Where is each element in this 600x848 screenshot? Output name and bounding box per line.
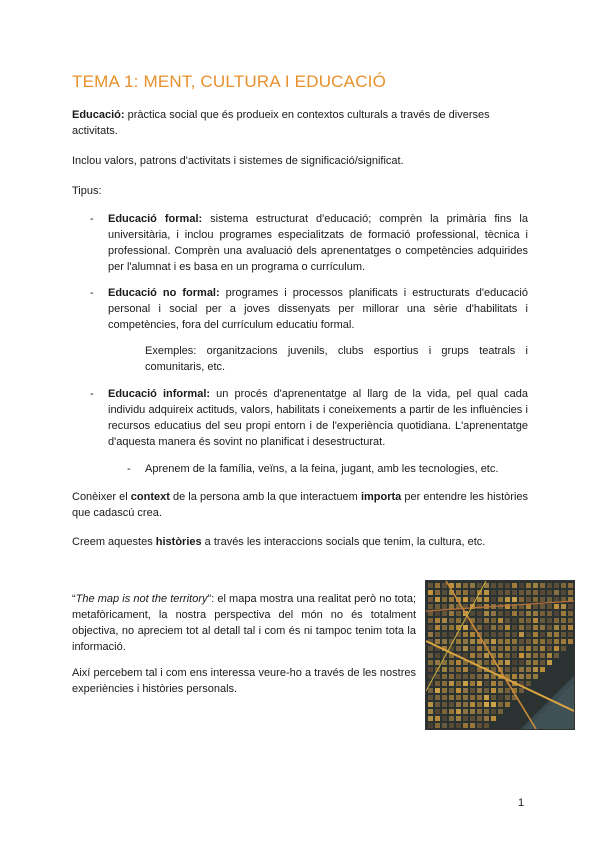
informal-text: un procés d'aprenentatge al llarg de la vida, pel qual cada individu adquireix actituds, valors, habilitats i coneixements a partir de les influències i recursos educatius del seu propi entorn i de l'experiència quotidiana. L'aprenentatge d'aquesta manera és sovint no planificat i desestructurat.: [108, 388, 528, 448]
page-title: TEMA 1: MENT, CULTURA I EDUCACIÓ: [72, 72, 387, 91]
context-text-c: de la persona amb la que interactuem: [169, 491, 361, 503]
formal-term: Educació formal:: [108, 213, 203, 225]
aixi-paragraph: Així percebem tal i com ens interessa veure-ho a través de les nostres experiències i històries personals.: [72, 667, 416, 695]
bullet-dash: -: [90, 287, 94, 299]
city-map-illustration: [426, 581, 574, 729]
aprenem-item: Aprenem de la família, veïns, a la feina, jugant, amb les tecnologies, etc.: [145, 463, 499, 475]
educacio-definition: [72, 107, 528, 139]
context-text-e: per entendre les històries que cadascú crea.: [72, 491, 529, 519]
histories-paragraph: [72, 534, 528, 550]
page-number: 1: [518, 797, 525, 809]
no-formal-text: programes i processos planificats i estructurats d'educació personal i social per a joves dissenyats per millorar una sèrie d'habilitats i competències, fora del currículum educatiu formal.: [108, 287, 528, 331]
list-item-formal: [108, 211, 528, 275]
histories-bold: històries: [155, 536, 202, 548]
context-bold: context: [130, 491, 170, 503]
bullet-dash: -: [90, 388, 94, 400]
exemples-paragraph: Exemples: organitzacions juvenils, clubs esportius i grups teatrals i comunitaris, etc.: [145, 345, 528, 373]
quote-italic: The map is not the territory: [75, 593, 208, 605]
informal-term: Educació informal:: [108, 388, 211, 400]
context-text-a: Conèixer el: [72, 491, 131, 503]
histories-text-a: Creem aquestes: [72, 536, 156, 548]
quote-open: “: [72, 593, 76, 605]
tipus-label: Tipus:: [72, 185, 102, 197]
importa-bold: importa: [360, 491, 402, 503]
context-paragraph: [72, 489, 528, 521]
map-quote-paragraph: [72, 591, 416, 655]
quote-rest: ”: el mapa mostra una realitat però no tota; metafòricament, la nostra perspectiva del món no és totalment objectiva, no apreciem tot al detall tal i com és ni tampoc tenim tota la informació.: [72, 593, 416, 653]
educacio-term: Educació:: [72, 109, 125, 121]
sub-bullet-dash: -: [127, 463, 131, 475]
histories-text-c: a través les interaccions socials que tenim, la cultura, etc.: [201, 536, 486, 548]
bullet-dash: -: [90, 213, 94, 225]
list-item-no-formal: [108, 285, 528, 333]
educacio-def: pràctica social que és produeix en contextos culturals a través de diverses activitats.: [72, 109, 490, 137]
inclou-paragraph: Inclou valors, patrons d'activitats i sistemes de significació/significat.: [72, 155, 404, 167]
list-item-informal: [108, 386, 528, 450]
city-map-image: [425, 580, 575, 730]
formal-text: sistema estructurat d'educació; comprèn la primària fins la universitària, i inclou programes especialitzats de formació professional, tècnica i professional. Comprèn una avaluació dels aprenentatges o competències adquirides per l'alumnat i es basa en un programa o currículum.: [108, 213, 528, 273]
no-formal-term: Educació no formal:: [108, 287, 220, 299]
